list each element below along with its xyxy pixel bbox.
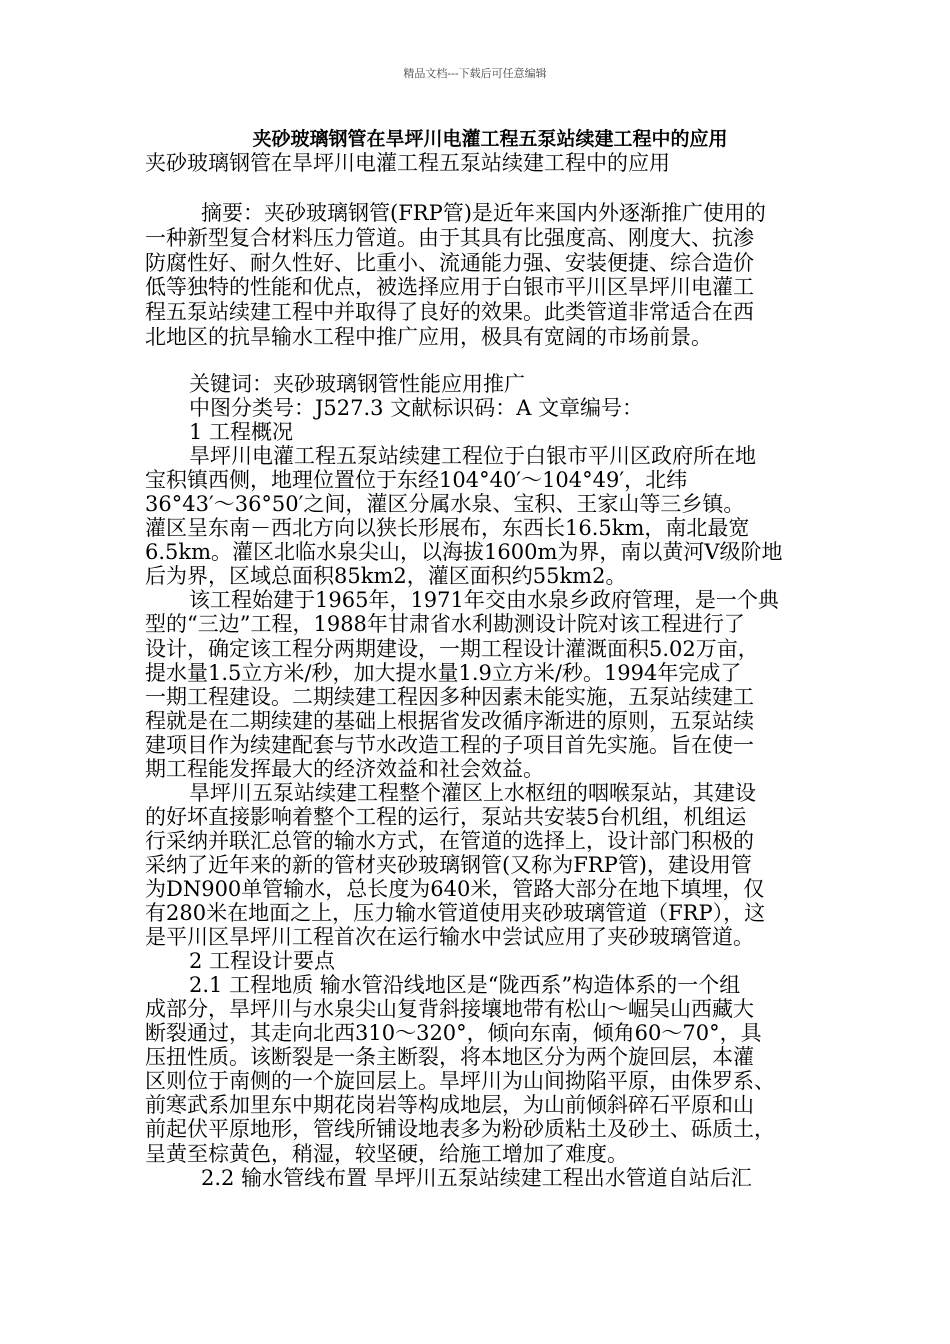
abstract-line: 北地区的抗旱输水工程中推广应用，极具有宽阔的市场前景。 — [145, 324, 712, 349]
abstract-line: 摘要：夹砂玻璃钢管(FRP管)是近年来国内外逐渐推广使用的 — [201, 201, 766, 225]
body-line: 建项目作为续建配套与节水改造工程的子项目首先实施。旨在使一 — [145, 732, 754, 757]
body-line: 断裂通过，其走向北西310～320°，倾向东南，倾角60～70°，具 — [145, 1021, 762, 1046]
abstract-line: 程五泵站续建工程中并取得了良好的效果。此类管道非常适合在西 — [145, 300, 754, 325]
body-line: 压扭性质。该断裂是一条主断裂，将本地区分为两个旋回层，本灌 — [145, 1045, 754, 1070]
body-section — [145, 372, 805, 1190]
body-line: 中图分类号：J527.3 文献标识码：A 文章编号： — [189, 396, 644, 421]
document-subtitle — [145, 151, 805, 175]
body-line: 宝积镇西侧，地理位置位于东经104°40′～104°49′，北纬 — [145, 468, 688, 493]
body-line: 区则位于南侧的一个旋回层上。旱坪川为山间拗陷平原，由侏罗系、 — [145, 1069, 775, 1094]
page-header-watermark: 精品文档---下载后可任意编辑 — [403, 67, 547, 80]
body-line: 36°43′～36°50′之间，灌区分属水泉、宝积、王家山等三乡镇。 — [145, 492, 745, 517]
body-line: 灌区呈东南－西北方向以狭长形展布，东西长16.5km，南北最宽 — [145, 516, 750, 541]
body-line: 采纳了近年来的新的管材夹砂玻璃钢管(又称为FRP管)，建设用管 — [145, 852, 752, 877]
body-line: 是平川区旱坪川工程首次在运行输水中尝试应用了夹砂玻璃管道。 — [145, 925, 754, 950]
body-line: 该工程始建于1965年，1971年交由水泉乡政府管理，是一个典 — [189, 588, 779, 613]
abstract-line: 一种新型复合材料压力管道。由于其具有比强度高、刚度大、抗渗 — [145, 225, 754, 250]
abstract-line: 防腐性好、耐久性好、比重小、流通能力强、安装便捷、综合造价 — [145, 250, 754, 275]
body-line: 提水量1.5立方米/秒，加大提水量1.9立方米/秒。1994年完成了 — [145, 660, 742, 685]
body-line: 一期工程建设。二期续建工程因多种因素未能实施，五泵站续建工 — [145, 684, 754, 709]
abstract-section — [145, 201, 805, 350]
body-line: 的好坏直接影响着整个工程的运行，泵站共安装5台机组，机组运 — [145, 804, 747, 829]
body-line: 有280米在地面之上，压力输水管道使用夹砂玻璃管道（FRP），这 — [145, 901, 766, 926]
body-line: 6.5km。灌区北临水泉尖山，以海拔1600m为界，南以黄河Ⅴ级阶地 — [145, 540, 783, 565]
body-line: 设计，确定该工程分两期建设，一期工程设计灌溉面积5.02万亩， — [145, 636, 759, 661]
subtitle-line: 夹砂玻璃钢管在旱坪川电灌工程五泵站续建工程中的应用 — [145, 151, 670, 175]
body-line: 关键词：夹砂玻璃钢管性能应用推广 — [189, 372, 525, 396]
body-line: 前寒武系加里东中期花岗岩等构成地层，为山前倾斜碎石平原和山 — [145, 1093, 754, 1118]
body-line: 成部分，旱坪川与水泉尖山复背斜接壤地带有松山～崛吴山西藏大 — [145, 997, 754, 1022]
body-line: 旱坪川五泵站续建工程整个灌区上水枢纽的咽喉泵站，其建设 — [189, 780, 756, 805]
body-line: 前起伏平原地形，管线所铺设地表多为粉砂质粘土及砂土、砾质土， — [145, 1117, 775, 1142]
body-line: 1 工程概况 — [189, 420, 294, 445]
body-line: 旱坪川电灌工程五泵站续建工程位于白银市平川区政府所在地 — [189, 444, 756, 469]
body-line: 呈黄至棕黄色，稍湿，较坚硬，给施工增加了难度。 — [145, 1141, 628, 1166]
body-line: 程就是在二期续建的基础上根据省发改循序渐进的原则，五泵站续 — [145, 708, 754, 733]
body-line: 后为界，区域总面积85km2，灌区面积约55km2。 — [145, 564, 627, 589]
body-line: 期工程能发挥最大的经济效益和社会效益。 — [145, 756, 544, 781]
body-line: 行采纳并联汇总管的输水方式，在管道的选择上，设计部门积极的 — [145, 828, 754, 853]
body-line: 型的“三边”工程，1988年甘肃省水利勘测设计院对该工程进行了 — [145, 612, 745, 637]
body-line: 2.2 输水管线布置 旱坪川五泵站续建工程出水管道自站后汇 — [201, 1165, 752, 1190]
abstract-line: 低等独特的性能和优点，被选择应用于白银市平川区旱坪川电灌工 — [145, 275, 754, 300]
body-line: 2 工程设计要点 — [189, 949, 336, 974]
document-title: 夹砂玻璃钢管在旱坪川电灌工程五泵站续建工程中的应用 — [252, 128, 728, 150]
body-line: 2.1 工程地质 输水管沿线地区是“陇西系”构造体系的一个组 — [189, 973, 741, 998]
body-line: 为DN900单管输水，总长度为640米，管路大部分在地下填埋，仅 — [145, 876, 765, 901]
